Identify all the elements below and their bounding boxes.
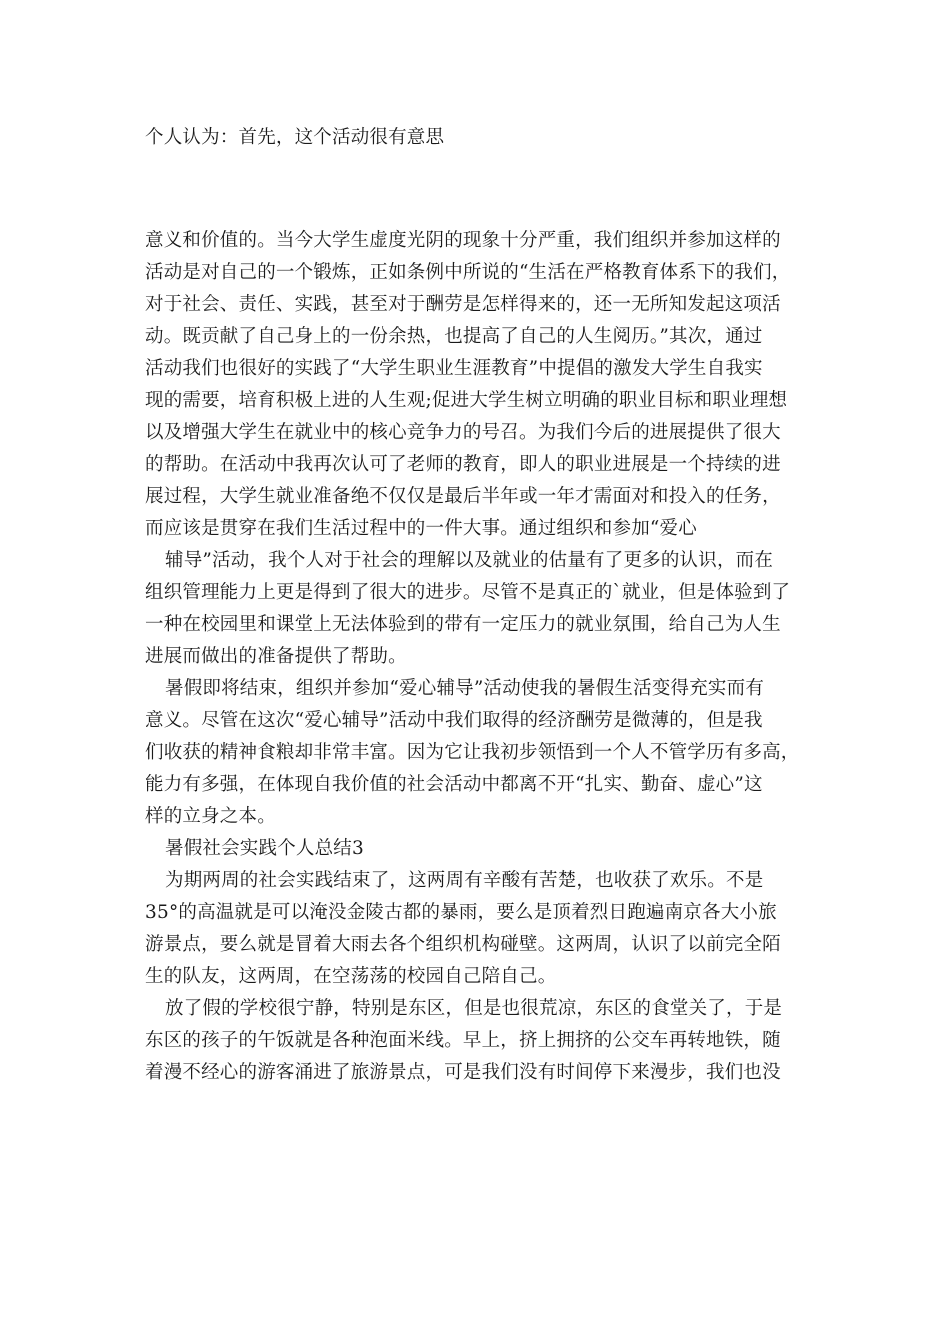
text-line: 一种在校园里和课堂上无法体验到的带有一定压力的就业氛围，给自己为人生 (145, 614, 781, 635)
text-line: 进展而做出的准备提供了帮助。 (145, 646, 407, 667)
text-line: 辅导”活动，我个人对于社会的理解以及就业的估量有了更多的认识，而在 (165, 550, 774, 571)
text-line: 暑假即将结束，组织并参加“爱心辅导”活动使我的暑假生活变得充实而有 (165, 678, 765, 699)
text-line: 展过程，大学生就业准备绝不仅仅是最后半年或一年才需面对和投入的任务， (145, 486, 781, 507)
text-line: 为期两周的社会实践结束了，这两周有辛酸有苦楚，也收获了欢乐。不是 (165, 870, 764, 891)
section-heading: 暑假社会实践个人总结3 (165, 838, 364, 859)
text-line: 对于社会、责任、实践，甚至对于酬劳是怎样得来的，还一无所知发起这项活 (145, 294, 781, 315)
text-line: 的帮助。在活动中我再次认可了老师的教育，即人的职业进展是一个持续的进 (145, 454, 781, 475)
text-line: 游景点，要么就是冒着大雨去各个组织机构碰壁。这两周，认识了以前完全陌 (145, 934, 781, 955)
text-line: 以及增强大学生在就业中的核心竞争力的号召。为我们今后的进展提供了很大 (145, 422, 781, 443)
text-line: 35°的高温就是可以淹没金陵古都的暴雨，要么是顶着烈日跑遍南京各大小旅 (145, 902, 777, 923)
text-line: 们收获的精神食粮却非常丰富。因为它让我初步领悟到一个人不管学历有多高， (145, 742, 800, 763)
text-line: 活动我们也很好的实践了“大学生职业生涯教育”中提倡的激发大学生自我实 (145, 358, 763, 379)
text-line: 现的需要，培育积极上进的人生观;促进大学生树立明确的职业目标和职业理想 (145, 390, 788, 411)
heading-line: 个人认为：首先，这个活动很有意思 (145, 127, 445, 148)
text-line: 东区的孩子的午饭就是各种泡面米线。早上，挤上拥挤的公交车再转地铁，随 (145, 1030, 781, 1051)
text-line: 意义。尽管在这次“爱心辅导”活动中我们取得的经济酬劳是微薄的，但是我 (145, 710, 763, 731)
text-line: 动。既贡献了自己身上的一份余热，也提高了自己的人生阅历。”其次，通过 (145, 326, 763, 347)
text-line: 样的立身之本。 (145, 806, 276, 827)
text-line: 组织管理能力上更是得到了很大的进步。尽管不是真正的`就业，但是体验到了 (145, 582, 791, 603)
text-line: 活动是对自己的一个锻炼，正如条例中所说的“生活在严格教育体系下的我们， (145, 262, 791, 283)
text-line: 能力有多强，在体现自我价值的社会活动中都离不开“扎实、勤奋、虚心”这 (145, 774, 763, 795)
text-line: 意义和价值的。当今大学生虚度光阴的现象十分严重，我们组织并参加这样的 (145, 230, 781, 251)
text-line: 放了假的学校很宁静，特别是东区，但是也很荒凉，东区的食堂关了，于是 (165, 998, 783, 1019)
text-line: 生的队友，这两周，在空荡荡的校园自己陪自己。 (145, 966, 557, 987)
text-line: 而应该是贯穿在我们生活过程中的一件大事。通过组织和参加“爱心 (145, 518, 697, 539)
text-line: 着漫不经心的游客涌进了旅游景点，可是我们没有时间停下来漫步，我们也没 (145, 1062, 781, 1083)
